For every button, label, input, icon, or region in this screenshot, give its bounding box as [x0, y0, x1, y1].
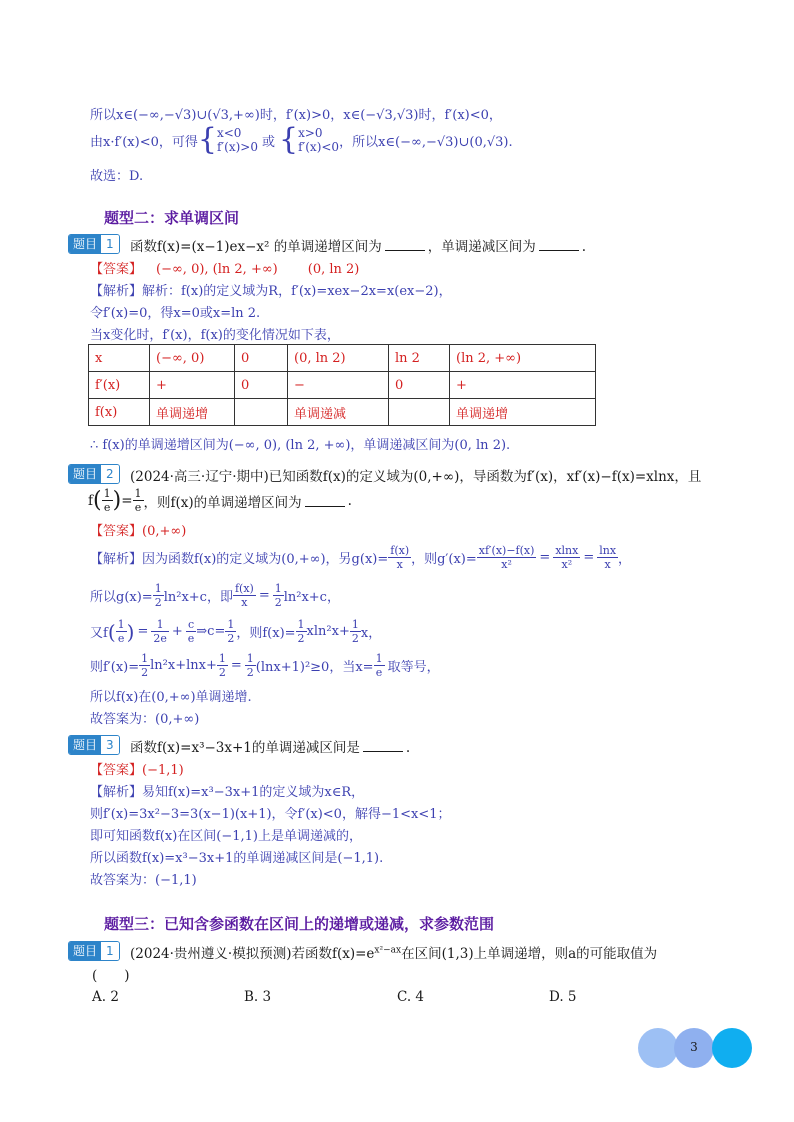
question-stem: (2024·高三·辽宁·期中)已知函数f(x)的定义域为(0,+∞)，导函数为f′(x)，xf′(x)−f(x)=xlnx，且 [130, 469, 702, 485]
question-stem: f ( $\frac{1}{e}$ ) = $\frac{1}{e}$ ，则f(x)的单调递增区间为 . [88, 487, 352, 514]
table-row [89, 399, 596, 426]
solution-line: 即可知函数f(x)在区间(−1,1)上是单调递减的， [90, 829, 362, 844]
question-badge: 题目 2 [68, 464, 120, 484]
option-b[interactable]: B. 3 [244, 989, 272, 1005]
solution-line: 【解析】易知f(x)=x³−3x+1的定义域为x∈R， [90, 785, 365, 800]
table-cell: f(x) [89, 399, 150, 426]
table-cell: (ln 2, +∞) [450, 345, 596, 372]
page-number: 3 [690, 1040, 698, 1054]
question-stem: 函数f(x)=x³−3x+1的单调递减区间是 . [130, 740, 411, 756]
solution-line: 【解析】解析：f(x)的定义域为R，f′(x)=xex−2x=x(ex−2)， [90, 284, 452, 299]
option-d[interactable]: D. 5 [549, 989, 577, 1005]
variation-table [88, 344, 596, 426]
option-a[interactable]: A. 2 [92, 989, 119, 1005]
option-c[interactable]: C. 4 [397, 989, 425, 1005]
table-cell: 0 [389, 372, 450, 399]
table-row [89, 372, 596, 399]
solution-line: 由x·f′(x)<0，可得 { x<0 f′(x)>0 或 { x>0 f′(x)<0 ，所以x∈(−∞,−√3)∪(0,√3). [90, 122, 513, 157]
solution-line: 所以函数f(x)=x³−3x+1的单调递减区间是(−1,1). [90, 851, 384, 866]
solution-line: 令f′(x)=0，得x=0或x=ln 2. [90, 306, 261, 321]
table-cell: (−∞, 0) [150, 345, 235, 372]
table-cell [235, 399, 288, 426]
table-cell: 单调递减 [288, 399, 389, 426]
solution-line: 当x变化时，f′(x)，f(x)的变化情况如下表， [90, 328, 340, 343]
answer-line: 【答案】 (−∞, 0), (ln 2, +∞) (0, ln 2) [90, 262, 360, 277]
table-cell: ln 2 [389, 345, 450, 372]
question-stem: (2024·贵州遵义·模拟预测)若函数$f(x)=e^{x^2-ax}$在区间(1,3)上单调递增，则a的可能取值为 [130, 945, 658, 962]
table-cell: + [450, 372, 596, 399]
solution-line: 所以g(x)= $\frac{1}{2}$ ln²x+c，即 $\frac{f(x)}{x}$ = $\frac{1}{2}$ ln²x+c， [90, 582, 340, 609]
table-cell: x [89, 345, 150, 372]
solution-line: 所以x∈(−∞,−√3)∪(√3,+∞)时，f′(x)>0，x∈(−√3,√3)时，f′(x)<0， [90, 108, 502, 123]
solution-line: 故答案为：(0,+∞) [90, 712, 200, 727]
answer-line: 【答案】(0,+∞) [90, 524, 187, 539]
footer-decor-circle [712, 1028, 752, 1068]
solution-line: 则f′(x)=3x²−3=3(x−1)(x+1)，令f′(x)<0，解得−1<x<1； [90, 807, 451, 822]
question-badge: 题目 1 [68, 941, 120, 961]
solution-line: ∴ f(x)的单调递增区间为(−∞, 0), (ln 2, +∞)，单调递减区间为(0, ln 2). [90, 438, 511, 453]
question-stem: 函数f(x)=(x−1)ex−x² 的单调递增区间为 ，单调递减区间为 . [130, 239, 587, 255]
table-cell: + [150, 372, 235, 399]
table-cell: 单调递增 [150, 399, 235, 426]
question-badge: 题目 3 [68, 735, 120, 755]
section-title: 题型三：已知含参函数在区间上的递增或递减，求参数范围 [104, 915, 495, 933]
solution-line: 故答案为：(−1,1) [90, 873, 197, 888]
solution-line: 故选：D. [90, 169, 144, 184]
table-cell: f′(x) [89, 372, 150, 399]
solution-line: 则f′(x)= $\frac{1}{2}$ ln²x+lnx+ $\frac{1}{2}$ = $\frac{1}{2}$ (lnx+1)²≥0，当x= $\frac{1}{e}$ 取等号， [90, 652, 440, 679]
table-cell [389, 399, 450, 426]
table-cell: 单调递增 [450, 399, 596, 426]
solution-line: 所以f(x)在(0,+∞)单调递增. [90, 690, 252, 705]
table-cell: − [288, 372, 389, 399]
answer-line: 【答案】(−1,1) [90, 763, 184, 778]
solution-line: 【解析】因为函数f(x)的定义域为(0,+∞)，另g(x)= $\frac{f(x)}{x}$ ，则g′(x)= $\frac{xf'(x)-f(x)}{\text{x²}}$ = $\frac{xlnx}{\text{x²}}$ = $\frac{\ln x}{x}$ ， [90, 544, 632, 571]
answer-parentheses: ( ) [92, 968, 130, 984]
table-cell: 0 [235, 372, 288, 399]
table-cell: 0 [235, 345, 288, 372]
table-row [89, 345, 596, 372]
section-title: 题型二：求单调区间 [104, 209, 240, 227]
table-cell: (0, ln 2) [288, 345, 389, 372]
solution-line: 又f ( $\frac{1}{e}$ ) = $\frac{1}{2e}$ + $\frac{c}{e}$ ⇒c= $\frac{1}{2}$ ，则f(x)= $\frac{1}{2}$ xln²x+ $\frac{1}{2}$ x， [90, 618, 382, 645]
footer-decor-circle [638, 1028, 678, 1068]
question-badge: 题目 1 [68, 234, 120, 254]
